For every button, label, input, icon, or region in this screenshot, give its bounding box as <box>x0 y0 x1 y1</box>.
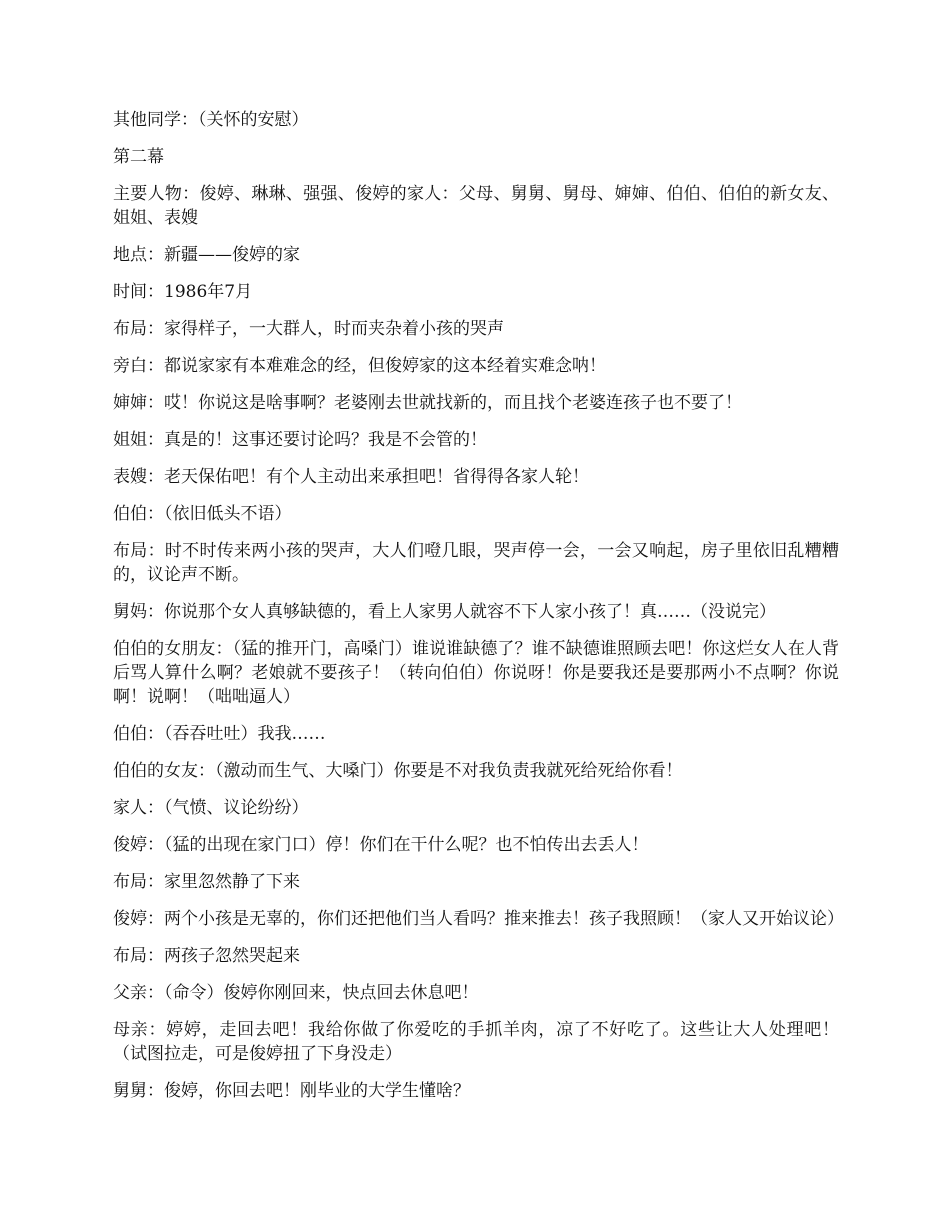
paragraph: 其他同学：（关怀的安慰） <box>113 110 309 130</box>
paragraph: 布局：两孩子忽然哭起来 <box>113 946 300 966</box>
paragraph: 第二幕 <box>113 147 164 167</box>
paragraph: 布局：家得样子，一大群人，时而夹杂着小孩的哭声 <box>113 319 504 339</box>
paragraph: 家人：（气愤、议论纷纷） <box>113 798 309 818</box>
paragraph: 伯伯的女友：（激动而生气、大嗓门）你要是不对我负责我就死给死给你看！ <box>113 761 683 781</box>
paragraph: 婶婶：哎！你说这是啥事啊？老婆刚去世就找新的，而且找个老婆连孩子也不要了！ <box>113 393 742 413</box>
document-body <box>113 108 844 1116</box>
paragraph: 俊婷：两个小孩是无辜的，你们还把他们当人看吗？推来推去！孩子我照顾！（家人又开始议论） <box>113 909 844 929</box>
paragraph: 伯伯的女朋友：（猛的推开门，高嗓门）谁说谁缺德了？谁不缺德谁照顾去吧！你这烂女人在人背后骂人算什么啊？老娘就不要孩子！（转向伯伯）你说呀！你是要我还是要那两小不点啊？你说啊！说啊！（咄咄逼人） <box>113 639 839 707</box>
paragraph: 布局：时不时传来两小孩的哭声，大人们噔几眼，哭声停一会，一会又响起，房子里依旧乱糟糟的，议论声不断。 <box>113 541 839 585</box>
paragraph: 主要人物：俊婷、琳琳、强强、俊婷的家人：父母、舅舅、舅母、婶婶、伯伯、伯伯的新女友、姐姐、表嫂 <box>113 184 839 228</box>
paragraph: 俊婷：（猛的出现在家门口）停！你们在干什么呢？也不怕传出去丢人！ <box>113 835 649 855</box>
paragraph: 母亲：婷婷，走回去吧！我给你做了你爱吃的手抓羊肉，凉了不好吃了。这些让大人处理吧！（试图拉走，可是俊婷扭了下身没走） <box>113 1020 839 1064</box>
paragraph: 表嫂：老天保佑吧！有个人主动出来承担吧！省得得各家人轮！ <box>113 467 589 487</box>
paragraph: 地点：新疆——俊婷的家 <box>113 245 300 265</box>
paragraph: 父亲：（命令）俊婷你刚回来，快点回去休息吧！ <box>113 983 479 1003</box>
paragraph: 舅舅：俊婷，你回去吧！刚毕业的大学生懂啥？ <box>113 1081 470 1101</box>
paragraph: 姐姐：真是的！这事还要讨论吗？我是不会管的！ <box>113 430 487 450</box>
paragraph: 布局：家里忽然静了下来 <box>113 872 300 892</box>
paragraph: 伯伯：（吞吞吐吐）我我…… <box>113 724 326 744</box>
paragraph: 伯伯：（依旧低头不语） <box>113 504 292 524</box>
paragraph: 旁白：都说家家有本难难念的经，但俊婷家的这本经着实难念呐！ <box>113 356 606 376</box>
paragraph: 时间：1986年7月 <box>113 282 253 302</box>
paragraph: 舅妈：你说那个女人真够缺德的，看上人家男人就容不下人家小孩了！真……（没说完） <box>113 602 776 622</box>
